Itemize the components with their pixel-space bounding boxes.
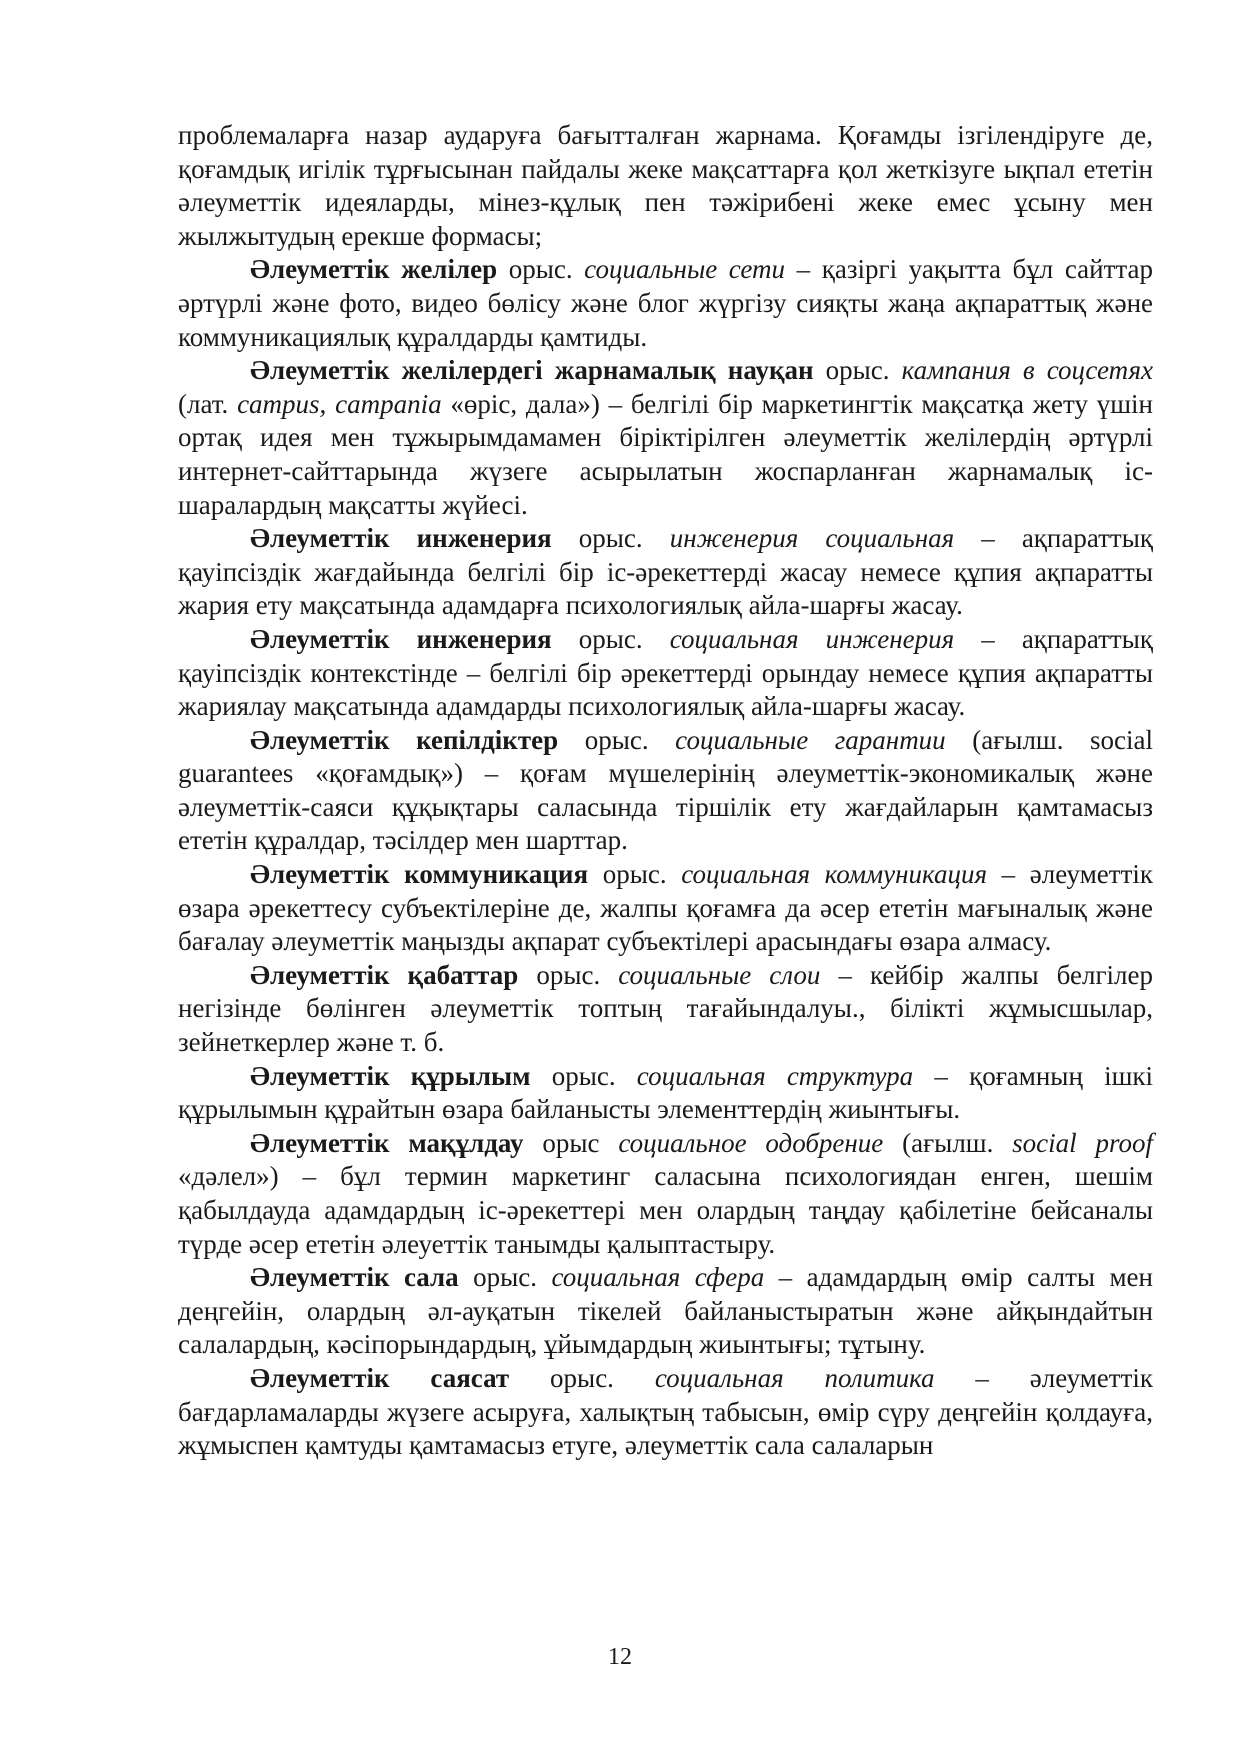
glossary-entry	[178, 623, 1153, 724]
entry-term: Әлеуметтік коммуникация	[250, 859, 589, 890]
entry-definition: – әлеуметтік бағдарламаларды жүзеге асыруға, халықтың табысын, өмір сүру деңгейін қолдауға, жұмыспен қамтуды қамтамасыз етуге, әлеуметтік сала салаларын	[178, 1362, 1154, 1461]
entry-etymology-terms: social proof	[1012, 1127, 1153, 1158]
entry-definition: – қазіргі уақытта бұл сайттар әртүрлі және фото, видео бөлісу және блог жүргізу сияқты жаңа ақпараттық және коммуникациялық құралдарды қамтиды.	[178, 254, 1154, 352]
entry-definition: – бұл термин маркетинг саласына психологиядан енген, шешім қабылдауда адамдардың іс-әрекеттері мен олардың таңдау қабілетіне бейсаналы түрде әсер ететін әлеуеттік танымды қалыптастыру.	[178, 1161, 1153, 1259]
entry-lang: орыс.	[558, 724, 676, 755]
glossary-entry	[178, 1362, 1153, 1463]
glossary-entry	[178, 1127, 1153, 1261]
entry-term: Әлеуметтік саясат	[250, 1362, 510, 1393]
entry-russian: кампания в соцсетях	[901, 355, 1153, 386]
entry-definition: – ақпараттық қауіпсіздік контекстінде – белгілі бір әрекеттерді орындау немесе құпия ақпаратты жариялау мақсатында адамдарды психологиялық айла-шарғы жасау.	[178, 623, 1153, 722]
entry-term: Әлеуметтік қабаттар	[250, 959, 519, 990]
entry-etymology: (лат.	[178, 388, 238, 419]
glossary-entry	[178, 1060, 1153, 1127]
entry-term: Әлеуметтік желілер	[250, 254, 498, 285]
entry-russian: социальные слои	[618, 959, 821, 990]
entry-russian: социальная политика	[654, 1362, 935, 1393]
entry-lang: орыс.	[509, 1362, 655, 1393]
entry-etymology: (ағылш.	[883, 1127, 1013, 1158]
entry-lang: орыс	[523, 1127, 619, 1158]
page-number: 12	[608, 1644, 632, 1670]
entry-term: Әлеуметтік кепілдіктер	[250, 724, 559, 755]
entry-etymology: «дәлел»)	[178, 1161, 279, 1192]
glossary-entry	[178, 724, 1153, 858]
glossary-entry	[178, 858, 1153, 959]
entry-term: Әлеуметтік құрылым	[250, 1060, 531, 1091]
glossary-entry	[178, 522, 1153, 623]
glossary-entry	[178, 354, 1153, 522]
entry-lang: орыс.	[551, 623, 670, 654]
entry-etymology: «өріс, дала»)	[441, 388, 600, 419]
entry-definition: – кейбір жалпы белгілер негізінде бөлінген әлеуметтік топтың тағайындалуы., білікті жұмысшылар, зейнеткерлер және т. б.	[178, 959, 1153, 1058]
entry-lang: орыс.	[518, 959, 619, 990]
entry-russian: социальное одобрение	[618, 1127, 884, 1158]
entry-term: Әлеуметтік сала	[250, 1262, 459, 1293]
entry-lang: орыс.	[813, 355, 902, 386]
entry-definition: – белгілі бір маркетингтік мақсатқа жету үшін ортақ идея мен тұжырымдамамен біріктірілген әлеуметтік желілердің әртүрлі интернет-сайттарында жүзеге асырылатын жоспарланған жарнамалық іс-шаралардың мақсатты жүйесі.	[178, 388, 1153, 520]
glossary-entry	[178, 1261, 1153, 1362]
entry-etymology: (ағылш. social guarantees «қоғамдық»)	[178, 724, 1154, 789]
entry-term: Әлеуметтік инженерия	[250, 523, 552, 554]
entry-russian: инженерия социальная	[669, 523, 955, 554]
entry-definition: – әлеуметтік өзара әрекеттесу субъектілеріне де, жалпы қоғамға да әсер ететін мағыналық және бағалау әлеуметтік маңызды ақпарат субъектілері арасындағы өзара алмасу.	[178, 859, 1153, 957]
entry-lang: орыс.	[458, 1262, 552, 1293]
entry-definition: – қоғамның ішкі құрылымын құрайтын өзара байланысты элементтердің жиынтығы.	[178, 1060, 1154, 1125]
entry-lang: орыс.	[497, 254, 585, 285]
entry-russian: социальная структура	[636, 1060, 914, 1091]
entry-definition: – ақпараттық қауіпсіздік жағдайында белгілі бір іс-әрекеттерді жасау немесе құпия ақпаратты жария ету мақсатында адамдарға психологиялық айла-шарғы жасау.	[178, 523, 1153, 621]
entry-russian: социальная коммуникация	[681, 859, 988, 890]
entry-russian: социальная сфера	[551, 1262, 765, 1293]
entry-russian: социальные гарантии	[675, 724, 946, 755]
entry-russian: социальные сети	[584, 254, 786, 285]
glossary-text	[178, 119, 1153, 1463]
entry-definition: – адамдардың өмір салты мен деңгейін, олардың әл-ауқатын тікелей байланыстыратын және айқындайтын салалардың, кәсіпорындардың, ұйымдардың жиынтығы; тұтыну.	[178, 1262, 1153, 1360]
entry-term: Әлеуметтік мақұлдау	[250, 1127, 524, 1158]
entry-term: Әлеуметтік желілердегі жарнамалық науқан	[250, 355, 814, 386]
glossary-entry	[178, 959, 1153, 1060]
entry-term: Әлеуметтік инженерия	[250, 623, 552, 654]
intro-paragraph: проблемаларға назар аударуға бағытталған жарнама. Қоғамды ізгілендіруге де, қоғамдық игілік тұрғысынан пайдалы жеке мақсаттарға қол жеткізуге ықпал ететін әлеуметтік идеяларды, мінез-құлық пен тәжірибені жеке емес ұсыну мен жылжытудың ерекше формасы;	[178, 120, 1153, 251]
entry-definition: – қоғам мүшелерінің әлеуметтік-экономикалық және әлеуметтік-саяси құқықтары саласында тіршілік ету жағдайларын қамтамасыз ететін құралдар, тәсілдер мен шарттар.	[178, 758, 1153, 856]
glossary-entry	[178, 253, 1153, 354]
entry-russian: социальная инженерия	[669, 623, 955, 654]
entry-lang: орыс.	[588, 859, 682, 890]
entry-lang: орыс.	[530, 1060, 637, 1091]
entry-lang: орыс.	[551, 523, 670, 554]
entry-etymology-terms: campus, campania	[237, 388, 442, 419]
